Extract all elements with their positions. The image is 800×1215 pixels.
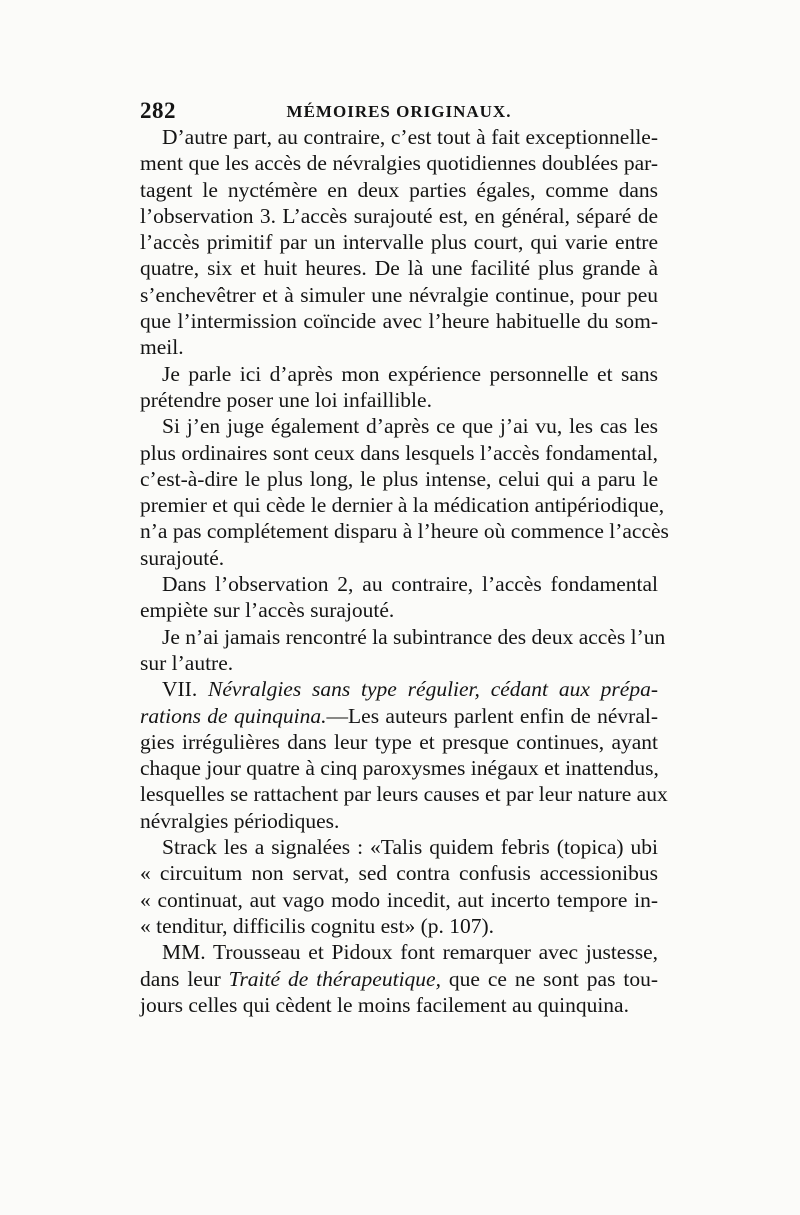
text-segment: dans leur — [140, 966, 229, 991]
quotation-line: « tenditur, difficilis cognitu est» (p. 107). — [140, 913, 495, 938]
body-text — [140, 124, 669, 1018]
text-line: l’observation 3. L’accès surajouté est, en général, séparé de — [140, 203, 658, 228]
text-line: empiète sur l’accès surajouté. — [140, 598, 395, 623]
text-line: sur l’autre. — [140, 650, 234, 675]
text-line: D’autre part, au contraire, c’est tout à fait exceptionnelle- — [162, 125, 658, 149]
text-line: que l’intermission coïncide avec l’heure habituelle du som- — [140, 309, 658, 334]
text-line: MM. Trousseau et Pidoux font remarquer avec justesse, — [162, 940, 658, 965]
text-line: Si j’en juge également d’après ce que j’ai vu, les cas les — [162, 414, 658, 439]
text-line: surajouté. — [140, 545, 225, 570]
quotation-line: « circuitum non servat, sed contra confusis accessionibus — [140, 861, 658, 886]
text-line: Strack les a signalées : «Talis quidem febris (topica) ubi — [162, 835, 658, 860]
text-line: névralgies périodiques. — [140, 808, 340, 833]
text-line: gies irrégulières dans leur type et presque continues, ayant — [140, 729, 658, 754]
section-numeral: VII. — [162, 677, 198, 702]
text-line — [140, 703, 658, 729]
text-line: lesquelles se rattachent par leurs causes et par leur nature aux — [140, 782, 668, 807]
text-line: c’est-à-dire le plus long, le plus intense, celui qui a paru le — [140, 466, 658, 491]
running-title: MÉMOIRES ORIGINAUX. — [286, 102, 512, 121]
section-heading-line — [140, 676, 658, 702]
text-line: jours celles qui cèdent le moins facilement au quinquina. — [140, 992, 629, 1017]
text-segment: que ce ne sont pas tou- — [440, 966, 658, 991]
book-title: Traité de thérapeutique, — [228, 966, 441, 991]
text-line: meil. — [140, 335, 184, 360]
text-line: l’accès primitif par un intervalle plus court, qui varie entre — [140, 230, 658, 255]
text-line: Je parle ici d’après mon expérience personnelle et sans — [162, 361, 658, 386]
section-title: Névralgies sans type régulier, cédant aux prépa- — [208, 677, 659, 702]
page-header — [140, 98, 658, 124]
text-line: quatre, six et huit heures. De là une facilité plus grande à — [140, 256, 658, 281]
text-line: s’enchevêtrer et à simuler une névralgie continue, pour peu — [140, 282, 658, 307]
text-line: Je n’ai jamais rencontré la subintrance des deux accès l’un — [162, 624, 666, 649]
section-text: —Les auteurs parlent enfin de névral- — [326, 703, 659, 728]
text-line: plus ordinaires sont ceux dans lesquels l’accès fondamental, — [140, 440, 658, 465]
page-number: 282 — [140, 98, 176, 123]
text-line: Dans l’observation 2, au contraire, l’accès fondamental — [162, 572, 658, 597]
text-line: premier et qui cède le dernier à la médication antipériodique, — [140, 493, 665, 518]
text-line — [140, 966, 658, 992]
text-line: chaque jour quatre à cinq paroxysmes inégaux et inattendus, — [140, 756, 659, 781]
text-line: tagent le nyctémère en deux parties égales, comme dans — [140, 177, 658, 202]
quotation-line: « continuat, aut vago modo incedit, aut incerto tempore in- — [140, 887, 658, 912]
text-line: n’a pas complétement disparu à l’heure où commence l’accès — [140, 519, 669, 544]
text-line: prétendre poser une loi infaillible. — [140, 387, 432, 412]
section-title-continued: rations de quinquina. — [140, 703, 327, 728]
text-line: ment que les accès de névralgies quotidiennes doublées par- — [140, 151, 658, 176]
